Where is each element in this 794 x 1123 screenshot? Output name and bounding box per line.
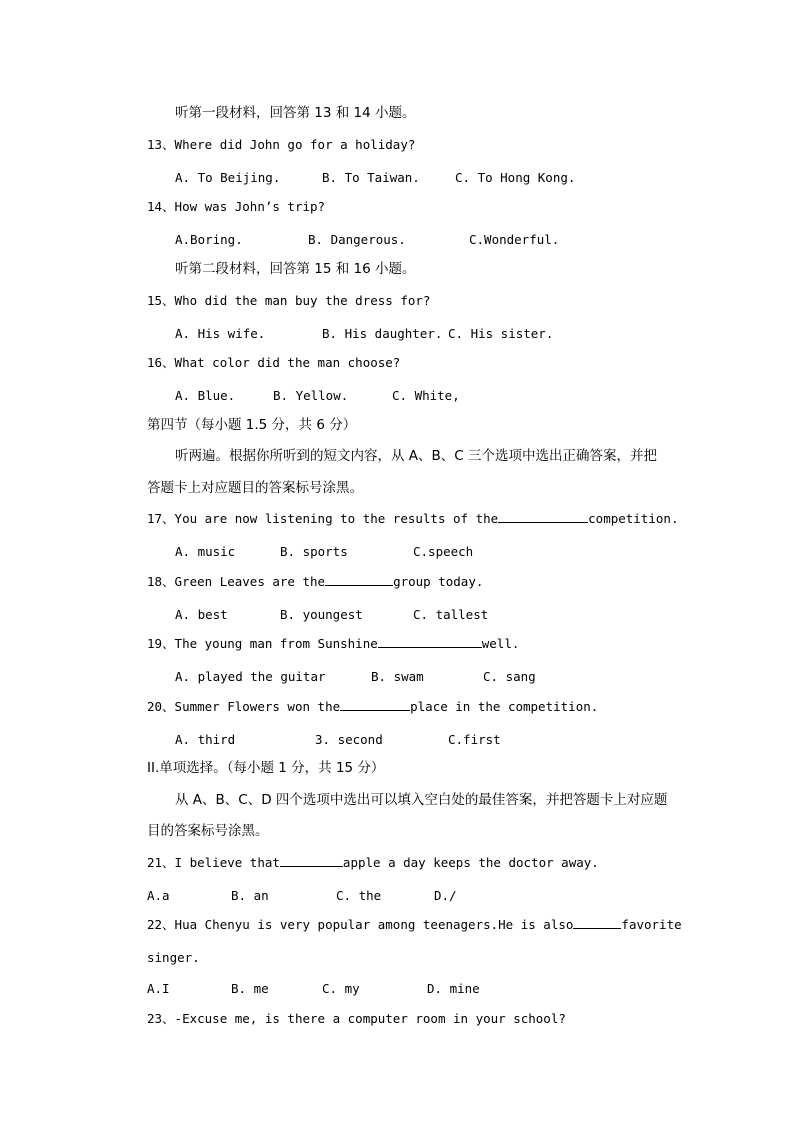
q17-blank[interactable] — [498, 511, 588, 523]
q14-option-b[interactable]: B. Dangerous. — [308, 232, 406, 247]
q14-option-c[interactable]: C.Wonderful. — [469, 232, 560, 247]
q18-option-b[interactable]: B. youngest — [280, 607, 363, 622]
q18-blank[interactable] — [325, 574, 393, 586]
part-2-instruction-line1: 从 A、B、C、D 四个选项中选出可以填入空白处的最佳答案，并把答题卡上对应题 — [175, 792, 668, 808]
question-18 — [147, 574, 483, 590]
q22-blank[interactable] — [573, 917, 621, 929]
part-2-heading: II.单项选择。（每小题 1 分，共 15 分） — [147, 760, 385, 776]
q16-option-a[interactable]: A. Blue. — [175, 388, 236, 403]
q20-stem-end: place in the competition. — [410, 699, 599, 714]
question-16: 16、What color did the man choose? — [147, 355, 401, 370]
q20-option-c[interactable]: C.first — [448, 732, 501, 747]
question-13: 13、Where did John go for a holiday? — [147, 137, 416, 152]
q19-stem-start: 19、The young man from Sunshine — [147, 636, 378, 651]
q21-option-c[interactable]: C. the — [336, 888, 382, 903]
q19-blank[interactable] — [378, 636, 482, 648]
question-22 — [147, 917, 682, 933]
q17-stem-start: 17、You are now listening to the results of the — [147, 511, 499, 526]
question-14: 14、How was John’s trip? — [147, 199, 326, 214]
q22-option-b[interactable]: B. me — [231, 981, 269, 996]
q14-option-a[interactable]: A.Boring. — [175, 232, 243, 247]
question-17 — [147, 511, 678, 527]
q18-stem-start: 18、Green Leaves are the — [147, 574, 326, 589]
q22-stem-end: favorite — [621, 917, 682, 932]
section-4-instruction-line2: 答题卡上对应题目的答案标号涂黑。 — [147, 480, 363, 496]
q15-option-c[interactable]: C. His sister. — [448, 326, 554, 341]
q22-option-c[interactable]: C. my — [322, 981, 360, 996]
q17-stem-end: competition. — [588, 511, 679, 526]
q21-stem-end: apple a day keeps the doctor away. — [342, 855, 599, 870]
q16-option-c[interactable]: C. White, — [392, 388, 460, 403]
q20-stem-start: 20、Summer Flowers won the — [147, 699, 341, 714]
q17-option-b[interactable]: B. sports — [280, 544, 348, 559]
q22-option-a[interactable]: A.I — [147, 981, 170, 996]
q22-option-d[interactable]: D. mine — [427, 981, 480, 996]
q20-blank[interactable] — [340, 699, 410, 711]
q16-option-b[interactable]: B. Yellow. — [273, 388, 349, 403]
q18-stem-end: group today. — [393, 574, 484, 589]
q13-option-b[interactable]: B. To Taiwan. — [322, 170, 420, 185]
q21-option-d[interactable]: D./ — [434, 888, 457, 903]
q18-option-c[interactable]: C. tallest — [413, 607, 489, 622]
q17-option-a[interactable]: A. music — [175, 544, 236, 559]
question-23: 23、-Excuse me, is there a computer room in your school? — [147, 1011, 566, 1026]
q19-stem-end: well. — [481, 636, 520, 651]
part-2-instruction-line2: 目的答案标号涂黑。 — [147, 823, 269, 839]
q13-option-c[interactable]: C. To Hong Kong. — [455, 170, 576, 185]
section-4-heading: 第四节（每小题 1.5 分，共 6 分） — [147, 417, 357, 433]
question-22-continuation: singer. — [147, 950, 200, 965]
q20-option-b[interactable]: 3. second — [315, 732, 383, 747]
q19-option-c[interactable]: C. sang — [483, 669, 536, 684]
q15-option-b[interactable]: B. His daughter. — [322, 326, 443, 341]
question-21 — [147, 855, 599, 871]
q18-option-a[interactable]: A. best — [175, 607, 228, 622]
q13-option-a[interactable]: A. To Beijing. — [175, 170, 281, 185]
q17-option-c[interactable]: C.speech — [413, 544, 474, 559]
question-15: 15、Who did the man buy the dress for? — [147, 293, 431, 308]
q22-stem-start: 22、Hua Chenyu is very popular among teenagers.He is also — [147, 917, 574, 932]
question-19 — [147, 636, 519, 652]
instruction-15-16: 听第二段材料，回答第 15 和 16 小题。 — [175, 261, 416, 277]
q21-blank[interactable] — [280, 855, 343, 867]
instruction-13-14: 听第一段材料，回答第 13 和 14 小题。 — [175, 105, 416, 121]
q19-option-b[interactable]: B. swam — [371, 669, 424, 684]
question-20 — [147, 699, 598, 715]
section-4-instruction-line1: 听两遍。根据你所听到的短文内容，从 A、B、C 三个选项中选出正确答案，并把 — [175, 448, 658, 464]
q21-stem-start: 21、I believe that — [147, 855, 280, 870]
q15-option-a[interactable]: A. His wife. — [175, 326, 266, 341]
q21-option-b[interactable]: B. an — [231, 888, 269, 903]
q19-option-a[interactable]: A. played the guitar — [175, 669, 326, 684]
q20-option-a[interactable]: A. third — [175, 732, 236, 747]
q21-option-a[interactable]: A.a — [147, 888, 170, 903]
